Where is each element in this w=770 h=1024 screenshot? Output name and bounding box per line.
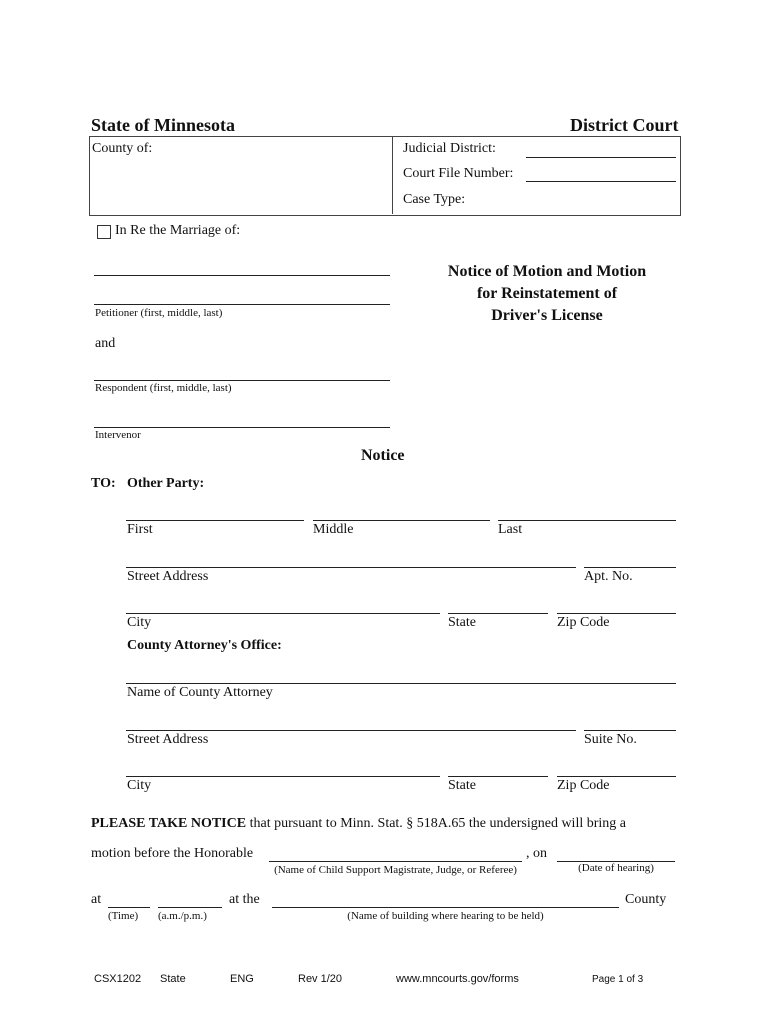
take-notice-bold: PLEASE TAKE NOTICE xyxy=(91,816,247,831)
state-label: State xyxy=(448,615,476,630)
street-address-2-label: Street Address xyxy=(127,732,209,747)
date-caption: (Date of hearing) xyxy=(578,862,654,874)
on-label: , on xyxy=(526,846,547,861)
and-label: and xyxy=(95,336,116,351)
footer-form-code: CSX1202 xyxy=(94,973,142,985)
take-notice-rest: that pursuant to Minn. Stat. § 518A.65 the undersigned will bring a xyxy=(249,816,626,831)
state-title: State of Minnesota xyxy=(91,115,235,135)
document-title-line-1: Notice of Motion and Motion xyxy=(447,263,647,280)
street-address-label: Street Address xyxy=(127,569,209,584)
petitioner-line-2[interactable] xyxy=(94,304,390,305)
suite-label: Suite No. xyxy=(584,732,637,747)
petitioner-label: Petitioner (first, middle, last) xyxy=(95,307,223,319)
name-caption: (Name of Child Support Magistrate, Judge, or Referee) xyxy=(274,864,517,876)
take-notice-sentence xyxy=(91,816,626,832)
case-type-label: Case Type: xyxy=(403,192,466,207)
respondent-label: Respondent (first, middle, last) xyxy=(95,382,232,394)
street-address-field[interactable] xyxy=(126,567,576,568)
at-the-label: at the xyxy=(229,892,260,907)
document-title xyxy=(420,261,674,327)
building-name-field[interactable] xyxy=(272,907,619,908)
state-2-label: State xyxy=(448,778,476,793)
county-attorney-name-field[interactable] xyxy=(126,683,676,684)
ampm-field[interactable] xyxy=(158,907,222,908)
footer-revision: Rev 1/20 xyxy=(298,973,343,985)
county-label-2: County xyxy=(625,892,667,907)
court-file-field[interactable] xyxy=(526,181,676,182)
petitioner-line-1[interactable] xyxy=(94,275,390,276)
county-attorney-name-label: Name of County Attorney xyxy=(127,685,273,700)
court-file-label: Court File Number: xyxy=(403,166,514,181)
middle-label: Middle xyxy=(313,522,354,537)
honorable-name-field[interactable] xyxy=(269,861,522,862)
city-2-label: City xyxy=(127,778,152,793)
footer-form-state: State xyxy=(160,973,186,985)
notice-heading: Notice xyxy=(361,447,405,464)
city-field[interactable] xyxy=(126,613,440,614)
zip-2-field[interactable] xyxy=(557,776,676,777)
footer-page-number: Page 1 of 3 xyxy=(592,974,644,985)
suite-field[interactable] xyxy=(584,730,676,731)
court-title: District Court xyxy=(570,115,679,135)
other-party-label: Other Party: xyxy=(127,476,205,491)
zip-2-label: Zip Code xyxy=(557,778,610,793)
intervenor-label: Intervenor xyxy=(95,429,141,441)
apt-label: Apt. No. xyxy=(584,569,633,584)
footer-language: ENG xyxy=(230,973,254,985)
judicial-district-field[interactable] xyxy=(526,157,676,158)
zip-label: Zip Code xyxy=(557,615,610,630)
street-address-2-field[interactable] xyxy=(126,730,576,731)
middle-name-field[interactable] xyxy=(313,520,490,521)
document-title-line-3: Driver's License xyxy=(491,307,603,324)
to-label: TO: xyxy=(91,476,116,491)
state-2-field[interactable] xyxy=(448,776,548,777)
county-label: County of: xyxy=(92,141,153,156)
county-attorney-heading: County Attorney's Office: xyxy=(127,638,282,653)
last-name-field[interactable] xyxy=(498,520,676,521)
marriage-checkbox[interactable] xyxy=(97,225,111,239)
document-title-line-2: for Reinstatement of xyxy=(476,285,618,302)
intervenor-line[interactable] xyxy=(94,427,390,428)
time-field[interactable] xyxy=(108,907,150,908)
marriage-checkbox-label: In Re the Marriage of: xyxy=(115,223,241,238)
county-field[interactable] xyxy=(92,160,387,210)
apt-field[interactable] xyxy=(584,567,676,568)
state-field[interactable] xyxy=(448,613,548,614)
last-label: Last xyxy=(498,522,523,537)
zip-field[interactable] xyxy=(557,613,676,614)
footer-website[interactable]: www.mncourts.gov/forms xyxy=(396,973,519,985)
respondent-line[interactable] xyxy=(94,380,390,381)
first-label: First xyxy=(127,522,153,537)
time-caption: (Time) xyxy=(108,910,139,922)
ampm-caption: (a.m./p.m.) xyxy=(158,910,207,922)
judicial-district-label: Judicial District: xyxy=(403,141,496,156)
building-caption: (Name of building where hearing to be held) xyxy=(347,910,544,922)
city-2-field[interactable] xyxy=(126,776,440,777)
motion-before-label: motion before the Honorable xyxy=(91,846,254,861)
city-label: City xyxy=(127,615,152,630)
header-divider xyxy=(392,136,393,214)
at-label: at xyxy=(91,892,102,907)
first-name-field[interactable] xyxy=(126,520,304,521)
